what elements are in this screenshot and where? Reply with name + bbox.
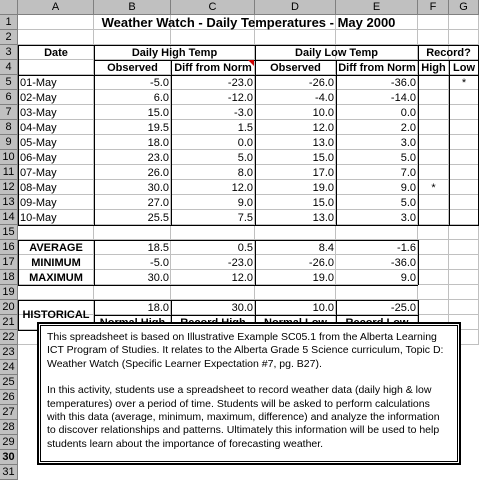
observed-high-cell[interactable]: 6.0 [153, 91, 169, 104]
historical-value-cell[interactable]: -25.0 [390, 301, 416, 314]
cell-border [18, 285, 418, 286]
stat-high-cell[interactable]: -5.0 [150, 256, 169, 269]
column-header-g[interactable]: G [449, 0, 479, 15]
diff-high-cell[interactable]: -23.0 [227, 76, 253, 89]
row-header-24[interactable]: 24 [0, 360, 18, 375]
record-high-flag[interactable] [418, 105, 449, 120]
observed-high-cell[interactable]: 19.5 [147, 121, 169, 134]
row-header-22[interactable]: 22 [0, 330, 18, 345]
comment-indicator-icon[interactable] [248, 60, 254, 66]
historical-value-cell[interactable]: 10.0 [312, 301, 334, 314]
diff-low-cell[interactable]: 3.0 [400, 211, 416, 224]
stat-high-cell[interactable]: 18.5 [147, 241, 169, 254]
stat-label[interactable]: AVERAGE [29, 241, 83, 254]
observed-low-cell[interactable]: 17.0 [312, 166, 334, 179]
date-cell[interactable]: 08-May [20, 181, 57, 194]
date-cell[interactable]: 09-May [20, 196, 57, 209]
select-all-corner[interactable] [0, 0, 18, 15]
row-header-10[interactable]: 10 [0, 150, 18, 165]
row-header-31[interactable]: 31 [0, 465, 18, 480]
observed-low-cell[interactable]: 10.0 [312, 106, 334, 119]
stat-low-cell[interactable]: 8.4 [318, 241, 334, 254]
record-high-flag[interactable] [418, 75, 449, 90]
record-low-flag[interactable]: * [461, 76, 467, 89]
stat-high-diff-cell[interactable]: 12.0 [231, 271, 253, 284]
description-paragraph: This spreadsheet is based on Illustrative Example SC05.1 from the Alberta Learning ICT Program of Studies. It relates to the Alberta Grade 5 Science curriculum, Topic D: Weather Watch (Specific Learner Expectation #7, pg. B27). [47, 331, 444, 370]
diff-high-cell[interactable]: 12.0 [231, 181, 253, 194]
observed-high-cell[interactable]: 23.0 [147, 151, 169, 164]
observed-low-cell[interactable]: -26.0 [308, 76, 334, 89]
stat-high-diff-cell[interactable]: -23.0 [227, 256, 253, 269]
stat-high-diff-cell[interactable]: 0.5 [237, 241, 253, 254]
row-header-16[interactable]: 16 [0, 240, 18, 255]
record-header[interactable]: Record? [426, 46, 471, 59]
diff-low-cell[interactable]: 5.0 [400, 196, 416, 209]
row-header-6[interactable]: 6 [0, 90, 18, 105]
daily-high-header[interactable]: Daily High Temp [131, 46, 218, 59]
row-header-27[interactable]: 27 [0, 405, 18, 420]
row-header-4[interactable]: 4 [0, 60, 18, 75]
row-header-28[interactable]: 28 [0, 420, 18, 435]
observed-low-cell[interactable]: 15.0 [312, 196, 334, 209]
stat-low-diff-cell[interactable]: 9.0 [400, 271, 416, 284]
cell-border [18, 225, 479, 226]
record-high-header[interactable]: High [421, 61, 446, 74]
date-cell[interactable]: 02-May [20, 91, 57, 104]
diff-high-cell[interactable]: 8.0 [237, 166, 253, 179]
historical-value-cell[interactable]: 30.0 [231, 301, 253, 314]
stat-low-cell[interactable]: 19.0 [312, 271, 334, 284]
record-low-flag[interactable] [449, 195, 479, 210]
row-header-9[interactable]: 9 [0, 135, 18, 150]
record-low-flag[interactable] [449, 105, 479, 120]
observed-low-cell[interactable]: 19.0 [312, 181, 334, 194]
row-header-7[interactable]: 7 [0, 105, 18, 120]
diff-high-cell[interactable]: 9.0 [237, 196, 253, 209]
row-header-29[interactable]: 29 [0, 435, 18, 450]
row-header-19[interactable]: 19 [0, 285, 18, 300]
observed-low-cell[interactable]: 13.0 [312, 211, 334, 224]
stat-high-cell[interactable]: 30.0 [147, 271, 169, 284]
row-header-15[interactable]: 15 [0, 225, 18, 240]
row-header-13[interactable]: 13 [0, 195, 18, 210]
column-header-e[interactable]: E [336, 0, 418, 15]
record-low-flag[interactable] [449, 120, 479, 135]
diff-high-cell[interactable]: 0.0 [237, 136, 253, 149]
row-header-3[interactable]: 3 [0, 45, 18, 60]
column-header-c[interactable]: C [171, 0, 255, 15]
date-cell[interactable]: 10-May [20, 211, 57, 224]
record-low-flag[interactable] [449, 90, 479, 105]
diff-low-cell[interactable]: 9.0 [400, 181, 416, 194]
row-header-30[interactable]: 30 [0, 450, 18, 465]
daily-low-header[interactable]: Daily Low Temp [295, 46, 378, 59]
observed-high-cell[interactable]: 26.0 [147, 166, 169, 179]
row-header-11[interactable]: 11 [0, 165, 18, 180]
observed-high-cell[interactable]: 27.0 [147, 196, 169, 209]
record-low-flag[interactable] [449, 210, 479, 225]
record-low-flag[interactable] [449, 165, 479, 180]
diff-low-cell[interactable]: -14.0 [390, 91, 416, 104]
description-textbox[interactable] [38, 323, 460, 464]
diff-low-cell[interactable]: 3.0 [400, 136, 416, 149]
record-low-flag[interactable] [449, 180, 479, 195]
stat-low-cell[interactable]: -26.0 [308, 256, 334, 269]
diff-high-header[interactable]: Diff from Norm [174, 61, 252, 74]
date-cell[interactable]: 04-May [20, 121, 57, 134]
sheet-title: Weather Watch - Daily Temperatures - May 2000 [101, 15, 396, 30]
row-header-18[interactable]: 18 [0, 270, 18, 285]
record-low-header[interactable]: Low [453, 61, 475, 74]
column-header-a[interactable]: A [18, 0, 94, 15]
stat-label[interactable]: MINIMUM [31, 256, 81, 269]
historical-value-cell[interactable]: 18.0 [147, 301, 169, 314]
observed-high-cell[interactable]: 25.5 [147, 211, 169, 224]
diff-low-cell[interactable]: 5.0 [400, 151, 416, 164]
stat-low-diff-cell[interactable]: -1.6 [397, 241, 416, 254]
row-header-17[interactable]: 17 [0, 255, 18, 270]
row-header-26[interactable]: 26 [0, 390, 18, 405]
record-high-flag[interactable] [418, 165, 449, 180]
date-cell[interactable]: 03-May [20, 106, 57, 119]
observed-high-cell[interactable]: -5.0 [150, 76, 169, 89]
observed-high-cell[interactable]: 18.0 [147, 136, 169, 149]
diff-high-cell[interactable]: -12.0 [227, 91, 253, 104]
row-header-8[interactable]: 8 [0, 120, 18, 135]
observed-low-header[interactable]: Observed [270, 61, 321, 74]
record-high-flag[interactable] [418, 120, 449, 135]
record-high-flag[interactable]: * [431, 181, 436, 194]
diff-high-cell[interactable]: 5.0 [237, 151, 253, 164]
record-high-flag[interactable] [418, 210, 449, 225]
column-header-b[interactable]: B [94, 0, 171, 15]
stat-low-diff-cell[interactable]: -36.0 [390, 256, 416, 269]
record-high-flag[interactable] [418, 195, 449, 210]
observed-low-cell[interactable]: -4.0 [315, 91, 334, 104]
historical-label[interactable]: HISTORICAL [22, 309, 90, 321]
date-cell[interactable]: 01-May [20, 76, 57, 89]
date-cell[interactable]: 06-May [20, 151, 57, 164]
record-high-flag[interactable] [418, 150, 449, 165]
column-header-d[interactable]: D [255, 0, 336, 15]
observed-high-cell[interactable]: 15.0 [147, 106, 169, 119]
row-header-14[interactable]: 14 [0, 210, 18, 225]
description-paragraph: In this activity, students use a spreadsheet to record weather data (daily high & low temperatures) over a period of time. Students will be asked to perform calculations with this data (average, minimum, maximum, difference) and analyze the information to discover relationships and patterns. Ultimately this information will be used to help students learn about the importance of forecasting weather. [47, 384, 440, 450]
diff-low-cell[interactable]: 0.0 [400, 106, 416, 119]
row-header-2[interactable]: 2 [0, 30, 18, 45]
row-header-21[interactable]: 21 [0, 315, 18, 330]
diff-high-cell[interactable]: -3.0 [234, 106, 253, 119]
diff-low-cell[interactable]: -36.0 [390, 76, 416, 89]
diff-low-cell[interactable]: 2.0 [400, 121, 416, 134]
diff-high-cell[interactable]: 7.5 [237, 211, 253, 224]
date-header[interactable]: Date [44, 46, 68, 59]
observed-high-header[interactable]: Observed [107, 61, 158, 74]
stat-label[interactable]: MAXIMUM [29, 271, 83, 284]
row-header-1[interactable]: 1 [0, 15, 18, 30]
diff-low-cell[interactable]: 7.0 [400, 166, 416, 179]
date-cell[interactable]: 05-May [20, 136, 57, 149]
row-header-5[interactable]: 5 [0, 75, 18, 90]
observed-low-cell[interactable]: 12.0 [312, 121, 334, 134]
diff-high-cell[interactable]: 1.5 [237, 121, 253, 134]
row-header-12[interactable]: 12 [0, 180, 18, 195]
record-low-flag[interactable] [449, 135, 479, 150]
row-header-25[interactable]: 25 [0, 375, 18, 390]
date-cell[interactable]: 07-May [20, 166, 57, 179]
observed-low-cell[interactable]: 15.0 [312, 151, 334, 164]
column-header-f[interactable]: F [418, 0, 449, 15]
record-high-flag[interactable] [418, 90, 449, 105]
diff-low-header[interactable]: Diff from Norm [338, 61, 416, 74]
observed-low-cell[interactable]: 13.0 [312, 136, 334, 149]
cell-border [418, 240, 419, 285]
record-low-flag[interactable] [449, 150, 479, 165]
row-header-20[interactable]: 20 [0, 300, 18, 315]
record-high-flag[interactable] [418, 135, 449, 150]
observed-high-cell[interactable]: 30.0 [147, 181, 169, 194]
row-header-23[interactable]: 23 [0, 345, 18, 360]
